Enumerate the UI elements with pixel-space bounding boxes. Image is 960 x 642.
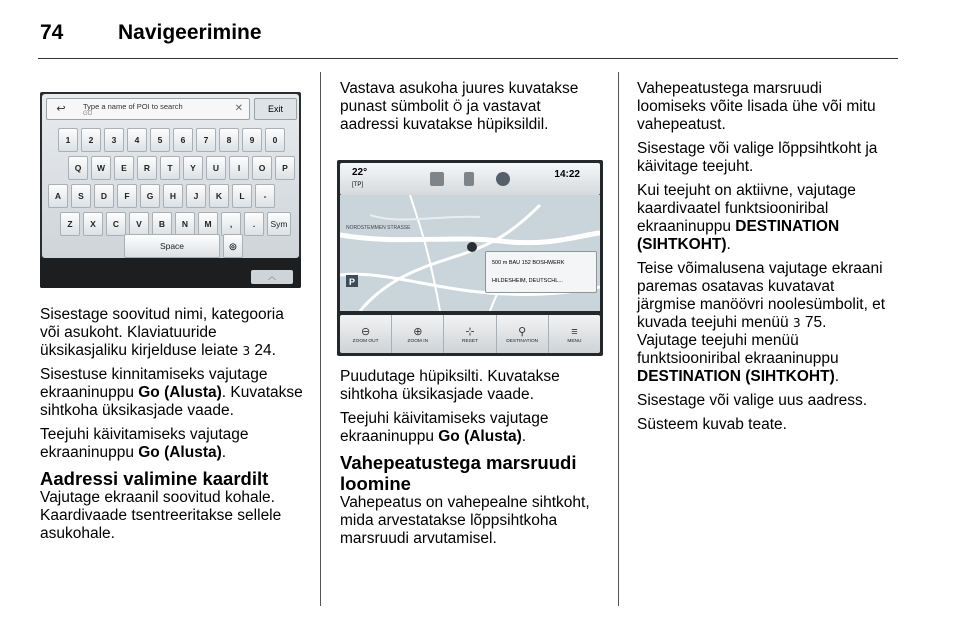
key-row1-5: 6: [173, 128, 193, 152]
header-rule: [38, 58, 898, 59]
key-row4-6: M: [198, 212, 218, 236]
col1-paragraph-3: Teejuhi käivitamiseks vajutage ekraaninuppu Go (Alusta).: [40, 426, 249, 461]
map-button-icon: ≡: [571, 325, 578, 338]
key-row-asdf: [48, 184, 275, 208]
key-row3-8: L: [232, 184, 252, 208]
key-row1-2: 3: [104, 128, 124, 152]
key-row-digits: [58, 128, 285, 152]
space-key: Space: [124, 234, 220, 258]
key-row2-9: P: [275, 156, 295, 180]
popup-line-1: 500 m BAU 152 BOSHWERK: [492, 260, 565, 266]
section-title: Navigeerimine: [118, 21, 262, 44]
music-icon: [430, 172, 444, 186]
col2-paragraph-1: Vastava asukoha juures kuvatakse punast sümbolit Ö ja vastavat aadressi kuvatakse hüpiksildil.: [340, 80, 579, 133]
column-divider-1: [320, 72, 321, 606]
search-sub: GO: [83, 111, 93, 117]
street-label: NORDSTEMMEN STRASSE: [346, 225, 411, 231]
map-button-label: ZOOM OUT: [352, 338, 379, 344]
column-1: [40, 306, 312, 549]
col2-heading: Vahepeatustega marsruudi loomine: [340, 452, 577, 494]
map-button-1: [392, 315, 444, 353]
map-button-icon: ⊕: [413, 325, 423, 338]
map-button-label: ZOOM IN: [407, 338, 429, 344]
map-view: [340, 195, 600, 311]
col3-paragraph-6: Süsteem kuvab teate.: [637, 416, 787, 433]
key-row3-6: J: [186, 184, 206, 208]
page-number: 74: [40, 21, 64, 44]
col3-paragraph-3: Kui teejuht on aktiivne, vajutage kaardivaatel funktsiooniribal ekraaninuppu DESTINATION (SIHTKOHT).: [637, 182, 856, 253]
col1-paragraph-4: Vajutage ekraanil soovitud kohale. Kaardivaade tsentreeritakse sellele asukohale.: [40, 489, 282, 542]
key-row2-2: E: [114, 156, 134, 180]
map-status-bar: [340, 163, 600, 195]
key-row4-9: Sym: [267, 212, 291, 236]
globe-icon: ◎: [223, 234, 243, 258]
map-button-label: MENU: [567, 338, 582, 344]
col3-paragraph-2: Sisestage või valige lõppsihtkoht ja käivitage teejuht.: [637, 140, 878, 175]
map-button-2: [444, 315, 496, 353]
col2-paragraph-4: Vahepeatus on vahepealne sihtkoht, mida arvestatakse lõppsihtkoha marsruudi arvutamisel.: [340, 494, 590, 547]
back-icon: ↩: [56, 103, 66, 115]
key-row3-4: G: [140, 184, 160, 208]
key-row4-4: B: [152, 212, 172, 236]
clear-icon: ✕: [234, 103, 243, 114]
column-2-top: [340, 80, 612, 140]
key-row4-2: C: [106, 212, 126, 236]
poi-search-field: [46, 98, 250, 120]
key-row1-8: 9: [242, 128, 262, 152]
key-row2-8: O: [252, 156, 272, 180]
key-row1-3: 4: [127, 128, 147, 152]
key-row-space: [124, 234, 243, 258]
key-row4-3: V: [129, 212, 149, 236]
key-row1-4: 5: [150, 128, 170, 152]
key-row-qwerty: [68, 156, 295, 180]
col3-paragraph-5: Sisestage või valige uus aadress.: [637, 392, 868, 409]
key-row1-1: 2: [81, 128, 101, 152]
map-button-icon: ⊹: [465, 325, 475, 338]
map-button-3: [497, 315, 549, 353]
map-button-label: RESET: [462, 338, 478, 344]
key-row1-0: 1: [58, 128, 78, 152]
column-divider-2: [618, 72, 619, 606]
key-row4-1: X: [83, 212, 103, 236]
col3-paragraph-1: Vahepeatustega marsruudi loomiseks võite lisada ühe või mitu vahepeatust.: [637, 80, 876, 133]
key-row4-7: ,: [221, 212, 241, 236]
tp-indicator: [TP]: [352, 182, 364, 188]
page-ref-icon: 3: [792, 316, 801, 330]
search-hint: Type a name of POI to search: [83, 102, 183, 111]
map-button-icon: ⊖: [360, 325, 371, 338]
keyboard-screenshot: [40, 92, 301, 288]
marker-icon: Ö: [452, 100, 463, 114]
col3-paragraph-4: Teise võimalusena vajutage ekraani paremas osatavas kuvatavat järgmise manöövri noolesümbolit, et kuvada teejuhi menüü 3 75. Vajutage teejuhi menüü funktsiooniribal ekraaninuppu DESTINATION (SIHTKOHT).: [637, 260, 886, 385]
temperature: 22°: [352, 167, 368, 178]
key-row4-0: Z: [60, 212, 80, 236]
exit-button: Exit: [254, 98, 297, 120]
clock: 14:22: [554, 169, 580, 180]
nav-icon: [496, 172, 510, 186]
key-row1-9: 0: [265, 128, 285, 152]
col2-paragraph-3: Teejuhi käivitamiseks vajutage ekraaninuppu Go (Alusta).: [340, 410, 549, 445]
map-function-bar: [340, 315, 600, 353]
phone-icon: [464, 172, 474, 186]
map-button-icon: ⚲: [518, 325, 527, 338]
keyboard-bottom-bar: [40, 258, 301, 288]
key-row2-6: U: [206, 156, 226, 180]
chevron-up-icon: ︿: [251, 270, 293, 284]
key-row-zxcv: [60, 212, 291, 236]
page-ref-icon: 3: [242, 344, 251, 358]
page-header: [40, 20, 262, 46]
col1-paragraph-1: Sisestage soovitud nimi, kategooria või asukoht. Klaviatuuride üksikasjaliku kirjelduse leiate 3 24.: [40, 306, 284, 359]
key-row3-2: D: [94, 184, 114, 208]
key-row1-7: 8: [219, 128, 239, 152]
key-row3-1: S: [71, 184, 91, 208]
key-row2-0: Q: [68, 156, 88, 180]
col1-paragraph-2: Sisestuse kinnitamiseks vajutage ekraaninuppu Go (Alusta). Kuvatakse sihtkoha üksikasjade vaade.: [40, 366, 303, 419]
column-3: [637, 80, 901, 440]
keyboard-frame: [42, 94, 299, 258]
key-row2-5: Y: [183, 156, 203, 180]
key-row2-4: T: [160, 156, 180, 180]
key-row3-7: K: [209, 184, 229, 208]
key-row2-7: I: [229, 156, 249, 180]
key-row1-6: 7: [196, 128, 216, 152]
location-popup: [485, 251, 597, 293]
popup-line-2: HILDESHEIM, DEUTSCHL...: [492, 278, 563, 284]
key-row2-3: R: [137, 156, 157, 180]
col2-paragraph-2: Puudutage hüpiksilti. Kuvatakse sihtkoha üksikasjade vaade.: [340, 368, 560, 403]
map-button-0: [340, 315, 392, 353]
key-row3-9: -: [255, 184, 275, 208]
map-button-label: DESTINATION: [506, 338, 539, 344]
key-row2-1: W: [91, 156, 111, 180]
column-2-bottom: [340, 368, 612, 554]
map-button-4: [549, 315, 600, 353]
key-row4-8: .: [244, 212, 264, 236]
map-screenshot: [337, 160, 603, 356]
parking-icon: P: [349, 277, 356, 287]
col1-heading: Aadressi valimine kaardilt: [40, 468, 269, 489]
key-row4-5: N: [175, 212, 195, 236]
key-row3-0: A: [48, 184, 68, 208]
key-row3-5: H: [163, 184, 183, 208]
key-row3-3: F: [117, 184, 137, 208]
